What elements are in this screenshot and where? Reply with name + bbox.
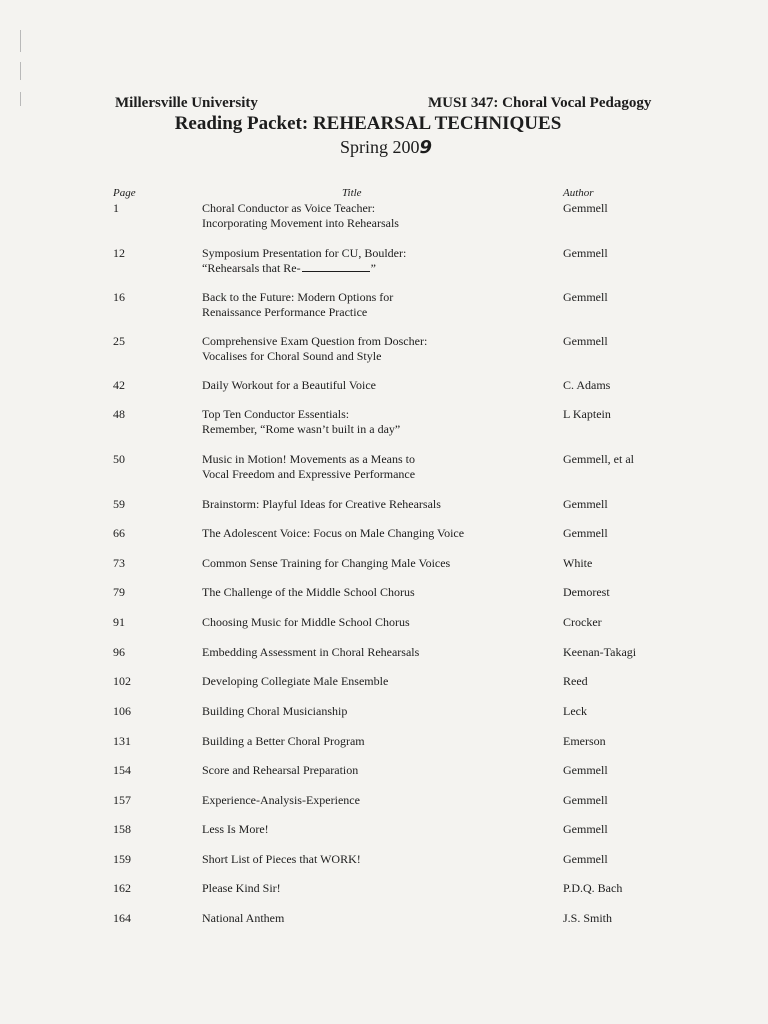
toc-title-line: “Rehearsals that Re- <box>202 261 301 275</box>
toc-author: Gemmell <box>563 852 608 866</box>
scan-mark <box>20 30 21 52</box>
toc-title-line: Incorporating Movement into Rehearsals <box>202 216 399 230</box>
toc-author: Gemmell <box>563 334 608 348</box>
toc-title <box>202 674 388 689</box>
toc-author: Leck <box>563 704 587 718</box>
toc-title-line: Renaissance Performance Practice <box>202 305 368 319</box>
toc-page-number: 154 <box>113 763 131 777</box>
toc-title-line: Comprehensive Exam Question from Doscher: <box>202 334 428 348</box>
toc-title <box>202 793 360 808</box>
toc-page-number: 42 <box>113 378 125 392</box>
toc-title <box>202 585 415 600</box>
toc-title <box>202 452 415 482</box>
toc-title-line: Brainstorm: Playful Ideas for Creative Rehearsals <box>202 497 441 511</box>
toc-title-line: Embedding Assessment in Choral Rehearsals <box>202 645 420 659</box>
toc-page-number: 48 <box>113 407 125 421</box>
toc-title-line: Experience-Analysis-Experience <box>202 793 360 807</box>
toc-author: Gemmell <box>563 497 608 511</box>
toc-title <box>202 497 441 512</box>
toc-title <box>202 822 269 837</box>
toc-page-number: 66 <box>113 526 125 540</box>
toc-author: Gemmell, et al <box>563 452 634 466</box>
toc-title-line: National Anthem <box>202 911 285 925</box>
toc-page-number: 158 <box>113 822 131 836</box>
toc-title <box>202 763 358 778</box>
toc-title-line: Common Sense Training for Changing Male Voices <box>202 556 451 570</box>
toc-author: Gemmell <box>563 763 608 777</box>
packet-title <box>0 113 768 135</box>
toc-author: Crocker <box>563 615 602 629</box>
toc-title-line: Daily Workout for a Beautiful Voice <box>202 378 376 392</box>
handwritten-digit: 9 <box>419 137 433 158</box>
course-title: MUSI 347: Choral Vocal Pedagogy <box>428 95 652 111</box>
toc-title <box>202 201 399 231</box>
toc-page-number: 106 <box>113 704 131 718</box>
fill-in-blank <box>302 261 370 272</box>
toc-title-line: Back to the Future: Modern Options for <box>202 290 394 304</box>
toc-title-line: Remember, “Rome wasn’t built in a day” <box>202 422 401 436</box>
column-header-title: Title <box>342 187 362 199</box>
toc-title <box>202 704 347 719</box>
toc-author: Gemmell <box>563 822 608 836</box>
toc-page-number: 16 <box>113 290 125 304</box>
toc-author: Emerson <box>563 734 606 748</box>
toc-page-number: 131 <box>113 734 131 748</box>
toc-page-number: 157 <box>113 793 131 807</box>
toc-title <box>202 290 393 320</box>
toc-page-number: 50 <box>113 452 125 466</box>
toc-title <box>202 334 427 364</box>
toc-title <box>202 734 365 749</box>
toc-title-line: Building a Better Choral Program <box>202 734 365 748</box>
toc-title-line: Choral Conductor as Voice Teacher: <box>202 201 376 215</box>
toc-page-number: 91 <box>113 615 125 629</box>
toc-author: Gemmell <box>563 246 608 260</box>
toc-author: P.D.Q. Bach <box>563 881 623 895</box>
toc-page-number: 1 <box>113 201 119 215</box>
toc-title-line: Vocalises for Choral Sound and Style <box>202 349 382 363</box>
toc-title <box>202 556 450 571</box>
toc-title <box>202 852 361 867</box>
toc-title <box>202 378 376 393</box>
toc-title-line: Symposium Presentation for CU, Boulder: <box>202 246 407 260</box>
toc-title-line: Developing Collegiate Male Ensemble <box>202 674 389 688</box>
toc-title-line: The Adolescent Voice: Focus on Male Changing Voice <box>202 526 465 540</box>
column-header-author: Author <box>563 187 594 199</box>
toc-page-number: 96 <box>113 645 125 659</box>
toc-title-suffix: ” <box>370 261 376 275</box>
toc-title <box>202 246 406 276</box>
toc-page-number: 25 <box>113 334 125 348</box>
toc-page-number: 73 <box>113 556 125 570</box>
toc-title-line: Short List of Pieces that WORK! <box>202 852 361 866</box>
toc-page-number: 79 <box>113 585 125 599</box>
scan-mark <box>20 92 21 106</box>
toc-page-number: 162 <box>113 881 131 895</box>
toc-page-number: 12 <box>113 246 125 260</box>
toc-author: Gemmell <box>563 526 608 540</box>
column-header-page: Page <box>113 187 136 199</box>
toc-title <box>202 881 281 896</box>
toc-page-number: 102 <box>113 674 131 688</box>
toc-title-line: Please Kind Sir! <box>202 881 281 895</box>
toc-title-line: Music in Motion! Movements as a Means to <box>202 452 415 466</box>
toc-title-line: Score and Rehearsal Preparation <box>202 763 359 777</box>
toc-title-line: Less Is More! <box>202 822 269 836</box>
toc-author: C. Adams <box>563 378 611 392</box>
toc-title-line: Choosing Music for Middle School Chorus <box>202 615 410 629</box>
toc-title <box>202 645 419 660</box>
scan-mark <box>20 62 21 80</box>
toc-author: J.S. Smith <box>563 911 613 925</box>
term <box>0 137 768 158</box>
toc-author: Reed <box>563 674 588 688</box>
toc-author: Gemmell <box>563 201 608 215</box>
toc-title-line: The Challenge of the Middle School Chorus <box>202 585 415 599</box>
toc-title-line: Building Choral Musicianship <box>202 704 348 718</box>
toc-title <box>202 615 410 630</box>
toc-title <box>202 407 400 437</box>
toc-author: Gemmell <box>563 793 608 807</box>
toc-author: Keenan-Takagi <box>563 645 637 659</box>
term-text: Spring 200 <box>339 137 420 157</box>
toc-title <box>202 526 464 541</box>
packet-title-text: Reading Packet: REHEARSAL TECHNIQUES <box>174 113 562 134</box>
toc-title-line: Top Ten Conductor Essentials: <box>202 407 350 421</box>
toc-author: White <box>563 556 593 570</box>
toc-title <box>202 911 284 926</box>
toc-page-number: 59 <box>113 497 125 511</box>
university-name: Millersville University <box>115 95 258 111</box>
toc-author: L Kaptein <box>563 407 611 421</box>
toc-title-line: Vocal Freedom and Expressive Performance <box>202 467 416 481</box>
toc-author: Demorest <box>563 585 610 599</box>
toc-page-number: 164 <box>113 911 131 925</box>
toc-page-number: 159 <box>113 852 131 866</box>
toc-author: Gemmell <box>563 290 608 304</box>
